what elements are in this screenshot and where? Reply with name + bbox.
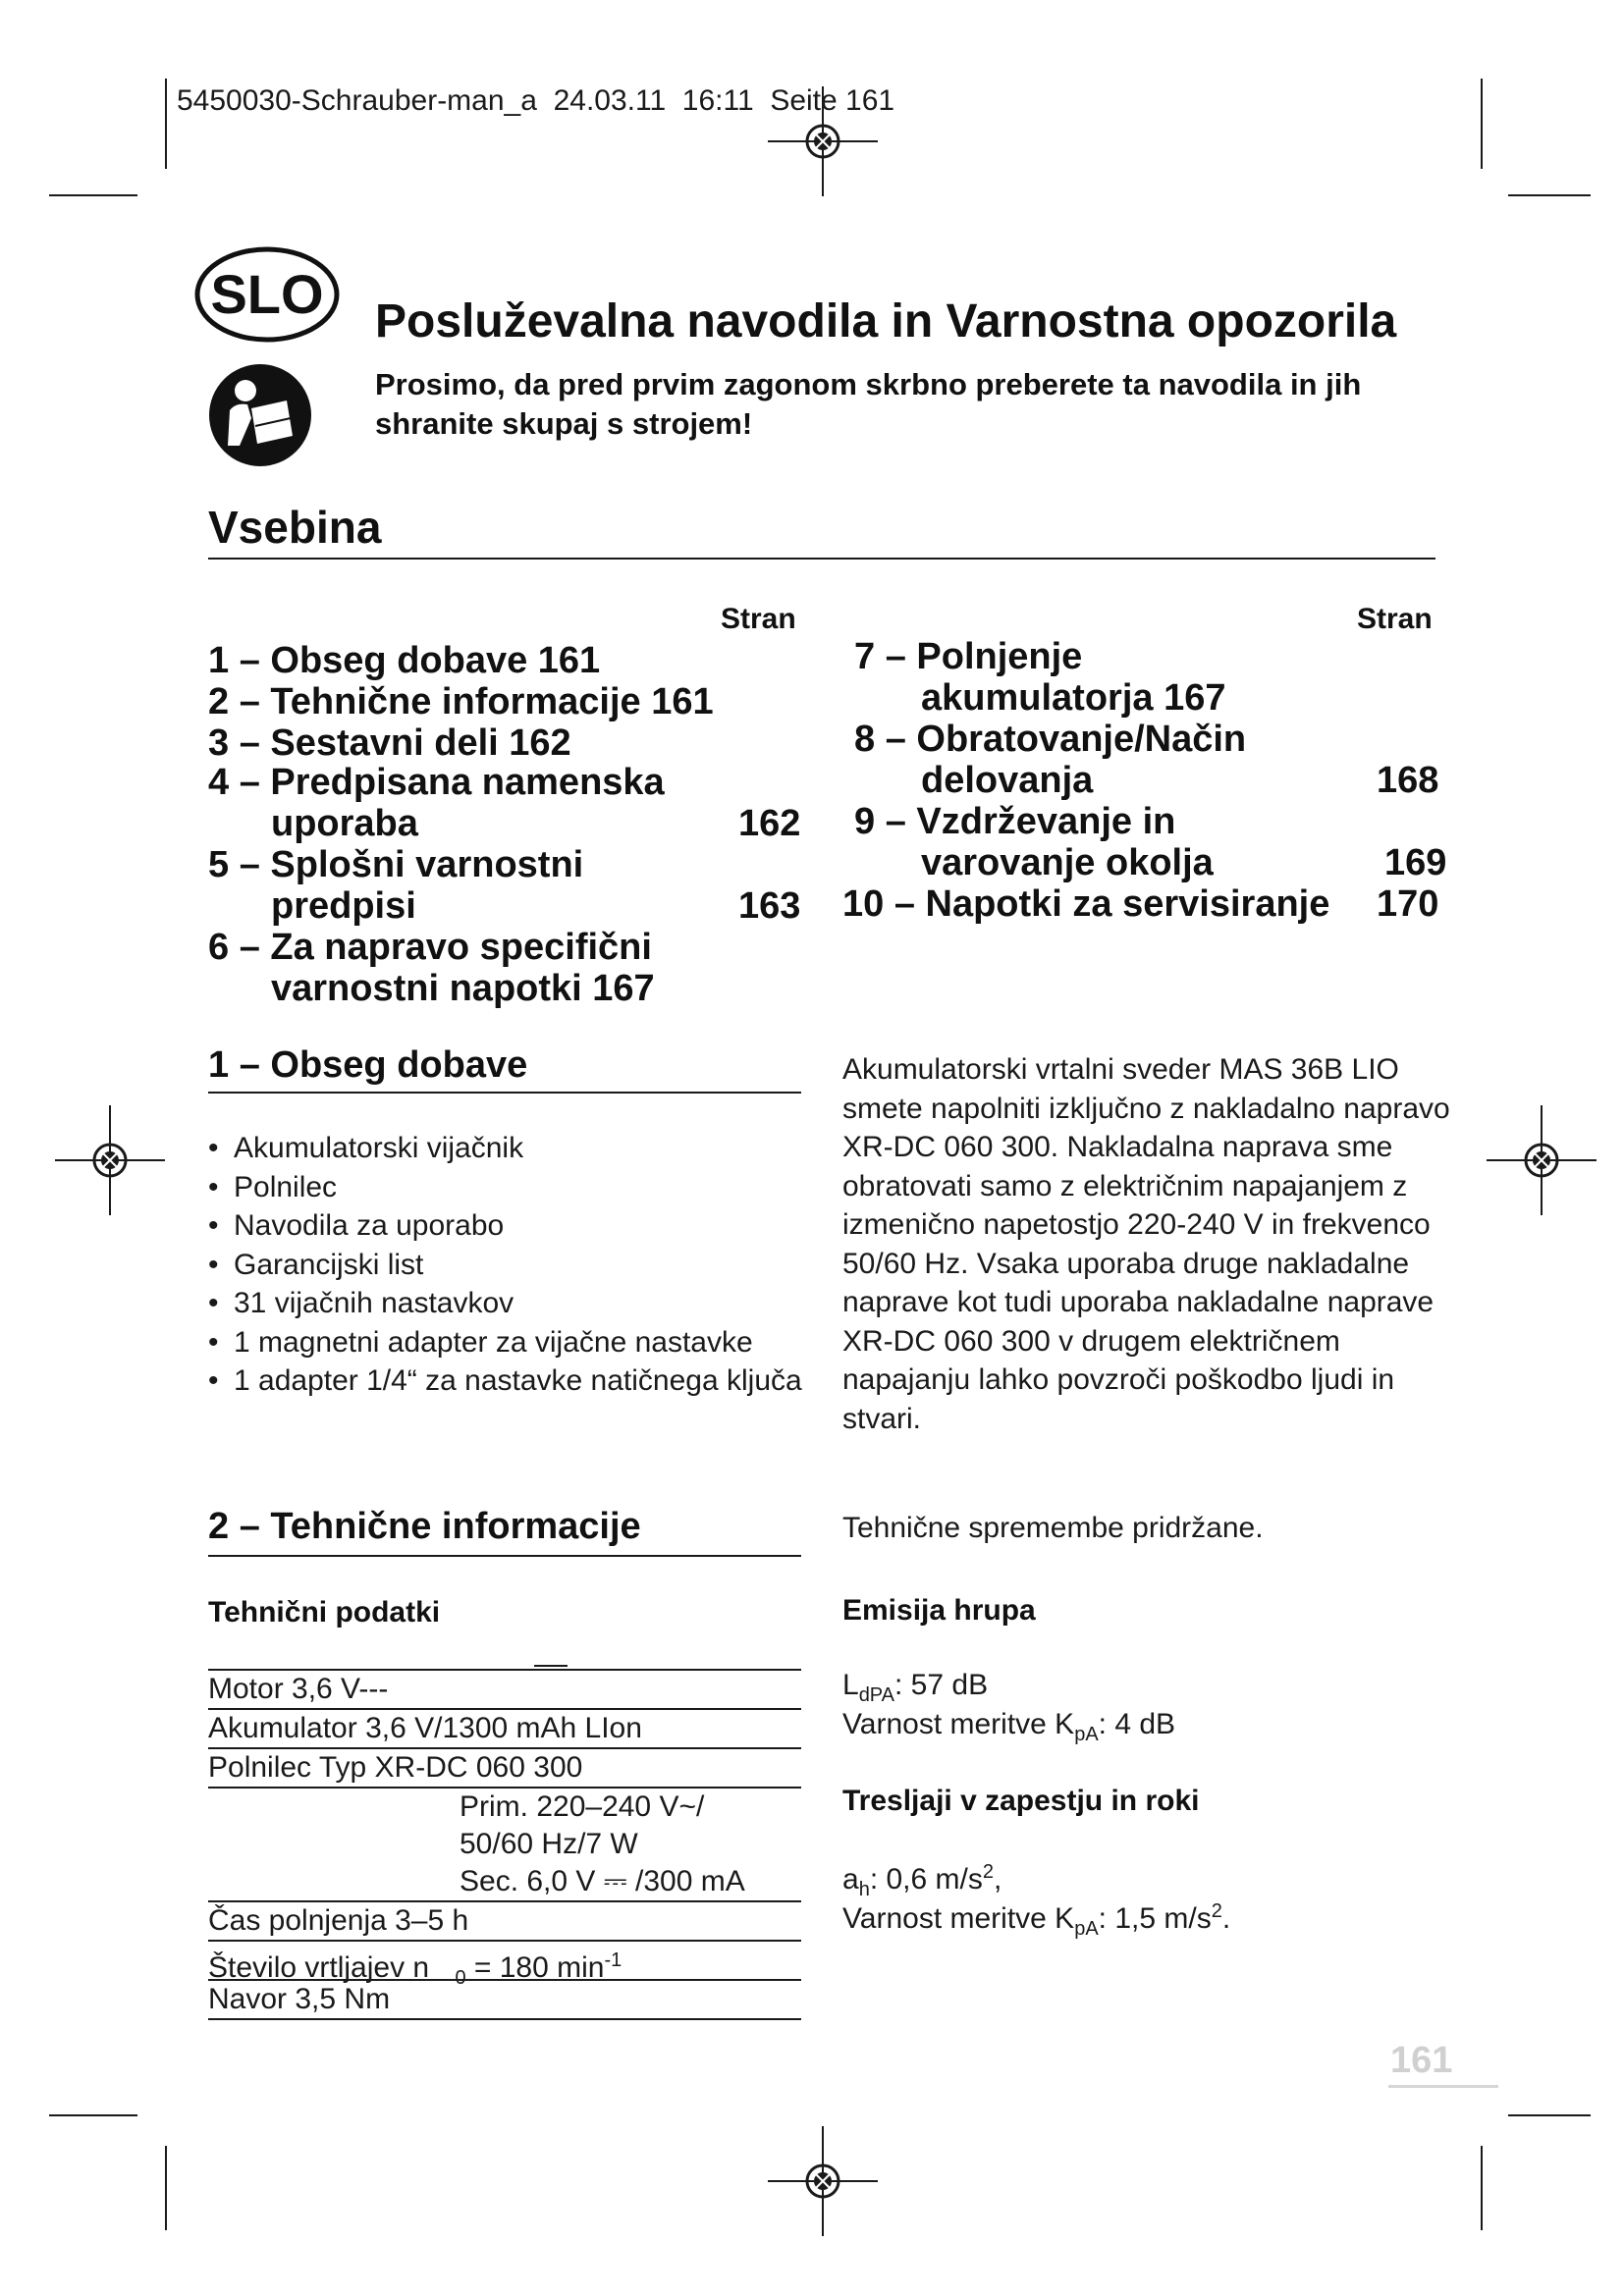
noise-value: : 57 dB [894, 1669, 989, 1701]
table-row [208, 1942, 801, 1989]
toc-entry-text: 9 – Vzdrževanje in [854, 801, 1176, 842]
toc-entry-text: 10 – Napotki za servisiranje [842, 883, 1330, 925]
subscript: 0 [455, 1967, 466, 1989]
subheading: Tresljaji v zapestju in roki [842, 1785, 1200, 1817]
toc-entry[interactable] [854, 801, 1214, 883]
tech-changes-note: Tehnične spremembe pridržane. [842, 1512, 1264, 1544]
uncertainty-value: : 4 dB [1098, 1708, 1176, 1740]
list-item: • Polnilec [208, 1168, 817, 1207]
toc-entry[interactable] [208, 722, 571, 764]
read-manual-icon [206, 361, 314, 469]
superscript: 2 [982, 1861, 994, 1883]
subscript: pA [1074, 1918, 1099, 1940]
noise-label: L [842, 1669, 859, 1701]
registration-mark-icon [51, 1101, 169, 1219]
crop-mark [165, 2146, 167, 2230]
table-row [208, 1789, 801, 1826]
toc-entry-text: 4 – Predpisana namenska [208, 762, 665, 803]
list-item: • 1 adapter 1/4“ za nastavke natičnega ključa [208, 1362, 817, 1401]
language-badge-text: SLO [210, 263, 324, 325]
charger-note: Akumulatorski vrtalni sveder MAS 36B LIO smete napolniti izključno z nakladalno napravo XR-DC 060 300. Nakladalna naprava sme obratovati samo z električnim napajanjem z izmenično napetostjo 220-240 V in frekvenco 50/60 Hz. Vsaka uporaba druge nakladalne naprave kot tudi uporaba nakladalne naprave XR-DC 060 300 v drugem električnem napajanju lahko povzroči poškodbo ljudi in stvari. [842, 1053, 1450, 1435]
toc-heading: Vsebina [208, 502, 382, 553]
toc-page-number: 162 [738, 803, 801, 844]
crop-mark [49, 2114, 137, 2116]
registration-mark-icon [764, 2122, 882, 2240]
registration-mark-icon [764, 82, 882, 200]
toc-page-number: 168 [1377, 760, 1439, 801]
toc-entry-text: akumulatorja 167 [921, 677, 1226, 719]
section-heading: 1 – Obseg dobave [208, 1044, 528, 1086]
table-row [208, 1826, 801, 1863]
toc-page-number: 169 [1384, 842, 1447, 883]
list-item: • Navodila za uporabo [208, 1206, 817, 1246]
subscript: h [858, 1879, 870, 1900]
table-row [208, 1981, 801, 2020]
table-cell: Polnilec Typ XR-DC 060 300 [208, 1751, 583, 1784]
table-cell: Število vrtljajev n [208, 1951, 430, 1984]
table-cell: = 180 min [465, 1951, 605, 1984]
toc-entry[interactable] [854, 719, 1246, 801]
table-cell: Akumulator 3,6 V/1300 mAh LIon [208, 1712, 642, 1744]
section-heading: 2 – Tehnične informacije [208, 1506, 641, 1547]
list-item: • 31 vijačnih nastavkov [208, 1284, 817, 1323]
toc-entry[interactable] [842, 883, 1329, 925]
table-row [208, 1669, 801, 1710]
table-row [208, 1902, 801, 1942]
punctuation: . [1221, 1902, 1231, 1935]
crop-mark [165, 79, 167, 169]
subheading: Tehnični podatki [208, 1596, 441, 1629]
toc-entry-text: 1 – Obseg dobave 161 [208, 640, 601, 681]
noise-uncertainty [842, 1708, 1175, 1746]
toc-rule [208, 558, 1435, 560]
toc-entry[interactable] [208, 927, 655, 1009]
crop-mark [49, 194, 137, 196]
toc-entry-text: uporaba [271, 803, 418, 844]
toc-entry-text: 8 – Obratovanje/Način [854, 719, 1247, 760]
toc-entry[interactable] [208, 844, 583, 927]
noise-level [842, 1669, 988, 1707]
toc-entry-text: 3 – Sestavni deli 162 [208, 722, 571, 764]
superscript: 2 [1211, 1900, 1222, 1922]
uncertainty-label: Varnost meritve K [842, 1902, 1075, 1935]
vibration-uncertainty [842, 1900, 1230, 1941]
toc-entry-text: varovanje okolja [921, 842, 1214, 883]
table-row [208, 1863, 801, 1902]
tech-data-table [208, 1669, 801, 2020]
toc-entry[interactable] [854, 636, 1225, 719]
scope-of-delivery-list [208, 1129, 817, 1401]
uncertainty-label: Varnost meritve K [842, 1708, 1075, 1740]
toc-page-number: 170 [1377, 883, 1439, 925]
toc-entry-text: varnostni napotki 167 [271, 968, 655, 1009]
toc-entry-text: 6 – Za napravo specifični [208, 927, 652, 968]
crop-mark [1481, 2146, 1483, 2230]
crop-mark [1508, 194, 1591, 196]
registration-mark-icon [1483, 1101, 1600, 1219]
table-cell: Motor 3,6 V--- [208, 1673, 389, 1705]
intro-text: Prosimo, da pred prvim zagonom skrbno preberete ta navodila in jih shranite skupaj s strojem! [375, 367, 1362, 441]
crop-mark [1508, 2114, 1591, 2116]
table-row [208, 1710, 801, 1749]
toc-entry[interactable] [208, 640, 600, 681]
section-rule [208, 1092, 801, 1094]
section-rule [208, 1555, 801, 1557]
superscript: -1 [604, 1949, 623, 1971]
table-cell: Prim. 220–240 V~/ [460, 1790, 705, 1823]
table-row [208, 1749, 801, 1789]
subscript: pA [1074, 1724, 1099, 1745]
punctuation: , [993, 1863, 1002, 1896]
list-item: • Garancijski list [208, 1246, 817, 1285]
toc-entry-text: 7 – Polnjenje [854, 636, 1083, 677]
page-title: Posluževalna navodila in Varnostna opozorila [375, 295, 1397, 347]
list-item: • 1 magnetni adapter za vijačne nastavke [208, 1323, 817, 1362]
toc-entry-text: 2 – Tehnične informacije 161 [208, 681, 714, 722]
table-cell: 50/60 Hz/7 W [460, 1828, 638, 1860]
toc-entry[interactable] [208, 681, 714, 722]
page-number: 161 [1390, 2040, 1453, 2081]
table-cell: Sec. 6,0 V ⎓ /300 mA [460, 1865, 745, 1897]
toc-page-number: 163 [738, 885, 801, 927]
toc-entry[interactable] [208, 762, 665, 844]
toc-entry-text: predpisi [271, 885, 416, 927]
print-slug: 5450030-Schrauber-man_a 24.03.11 16:11 Seite 161 [177, 84, 895, 117]
subheading: Emisija hrupa [842, 1594, 1036, 1627]
subscript: dPA [858, 1684, 895, 1706]
dc-symbol-icon [534, 1665, 568, 1667]
language-badge [193, 245, 341, 344]
toc-column-label: Stran [721, 603, 796, 635]
toc-entry-text: 5 – Splošni varnostni [208, 844, 584, 885]
vibration-value [842, 1861, 1001, 1901]
toc-column-label: Stran [1357, 603, 1433, 635]
crop-mark [1481, 79, 1483, 169]
list-item: • Akumulatorski vijačnik [208, 1129, 817, 1168]
table-cell: Navor 3,5 Nm [208, 1983, 391, 2015]
toc-entry-text: delovanja [921, 760, 1094, 801]
vibration-label: a [842, 1863, 859, 1896]
table-cell: Čas polnjenja 3–5 h [208, 1904, 469, 1937]
page-number-rule [1388, 2085, 1498, 2088]
uncertainty-value: : 1,5 m/s [1098, 1902, 1212, 1935]
vibration-amount: : 0,6 m/s [869, 1863, 983, 1896]
